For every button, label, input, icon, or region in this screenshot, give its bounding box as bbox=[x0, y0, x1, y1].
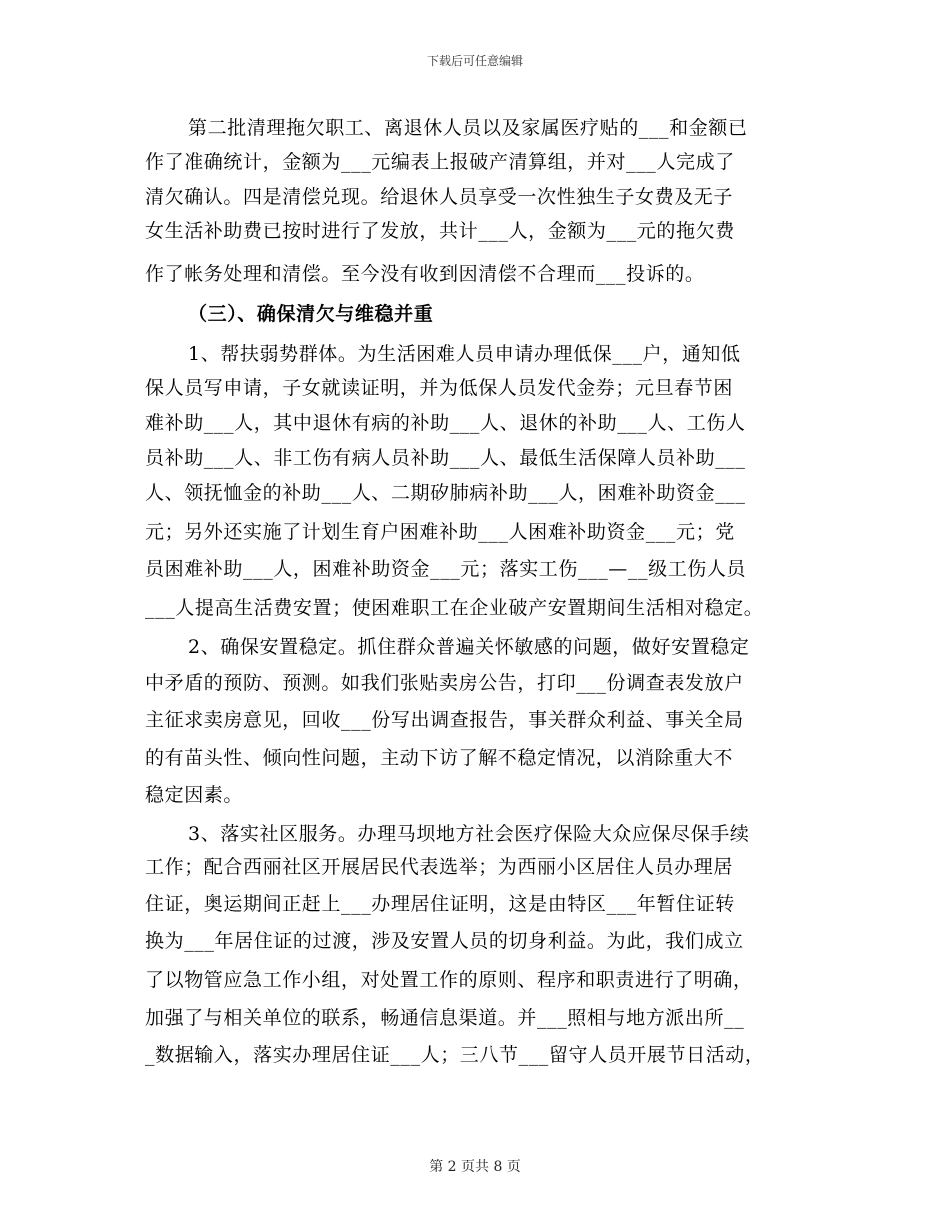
text-line: 人、领抚恤金的补助___人、二期矽肺病补助___人，困难补助资金___ bbox=[145, 482, 746, 504]
text-line: 清欠确认。四是清偿兑现。给退休人员享受一次性独生子女费及无子 bbox=[145, 186, 734, 208]
text-line: 的有苗头性、倾向性问题，主动下访了解不稳定情况，以消除重大不 bbox=[145, 747, 734, 769]
page-footer: 第 2 页共 8 页 bbox=[429, 1159, 521, 1175]
text-line: 难补助___人，其中退休有病的补助___人、退休的补助___人、工伤人 bbox=[145, 412, 746, 434]
text-line: 了以物管应急工作小组，对处置工作的原则、程序和职责进行了明确， bbox=[145, 969, 753, 991]
text-line: 2、确保安置稳定。抓住群众普遍关怀敏感的问题，做好安置稳定 bbox=[188, 636, 750, 658]
text-line: 作了准确统计，金额为___元编表上报破产清算组，并对___人完成了 bbox=[145, 151, 735, 173]
text-line: 住证，奥运期间正赶上___办理居住证明，这是由特区___年暂住证转 bbox=[145, 893, 735, 915]
text-line: 作了帐务处理和清偿。至今没有收到因清偿不合理而___投诉的。 bbox=[145, 263, 705, 285]
text-line: 工作；配合西丽社区开展居民代表选举；为西丽小区居住人员办理居 bbox=[145, 856, 734, 878]
text-line: 1、帮扶弱势群体。为生活困难人员申请办理低保___户，通知低 bbox=[188, 343, 741, 365]
text-line: 主征求卖房意见，回收___份写出调查报告，事关群众利益、事关全局 bbox=[145, 709, 744, 731]
text-line: 保人员写申请，子女就读证明，并为低保人员发代金券；元旦春节困 bbox=[145, 377, 734, 399]
text-line: 员补助___人、非工伤有病人员补助___人、最低生活保障人员补助___ bbox=[145, 447, 746, 469]
text-line: ___人提高生活费安置；使困难职工在企业破产安置期间生活相对稳定。 bbox=[145, 597, 764, 619]
text-line: 中矛盾的预防、预测。如我们张贴卖房公告，打印___份调查表发放户 bbox=[145, 672, 744, 694]
text-line: 女生活补助费已按时进行了发放，共计___人，金额为___元的拖欠费 bbox=[145, 220, 735, 242]
text-line: 第二批清理拖欠职工、离退休人员以及家属医疗贴的___和金额已 bbox=[188, 117, 748, 139]
section-heading: （三）、确保清欠与维稳并重 bbox=[188, 303, 434, 325]
text-line: 员困难补助___人，困难补助资金___元；落实工伤___—__级工伤人员 bbox=[145, 558, 747, 580]
text-line: 元；另外还实施了计划生育户困难补助___人困难补助资金___元；党 bbox=[145, 521, 735, 543]
text-line: 加强了与相关单位的联系，畅通信息渠道。并___照相与地方派出所__ bbox=[145, 1007, 745, 1029]
text-line: 换为___年居住证的过渡，涉及安置人员的切身利益。为此，我们成立 bbox=[145, 930, 744, 952]
text-line: _数据输入，落实办理居住证___人；三八节___留守人员开展节日活动， bbox=[145, 1044, 765, 1066]
text-line: 稳定因素。 bbox=[145, 784, 244, 806]
page-header: 下载后可任意编辑 bbox=[426, 54, 523, 68]
text-line: 3、落实社区服务。办理马坝地方社会医疗保险大众应保尽保手续 bbox=[188, 823, 750, 845]
